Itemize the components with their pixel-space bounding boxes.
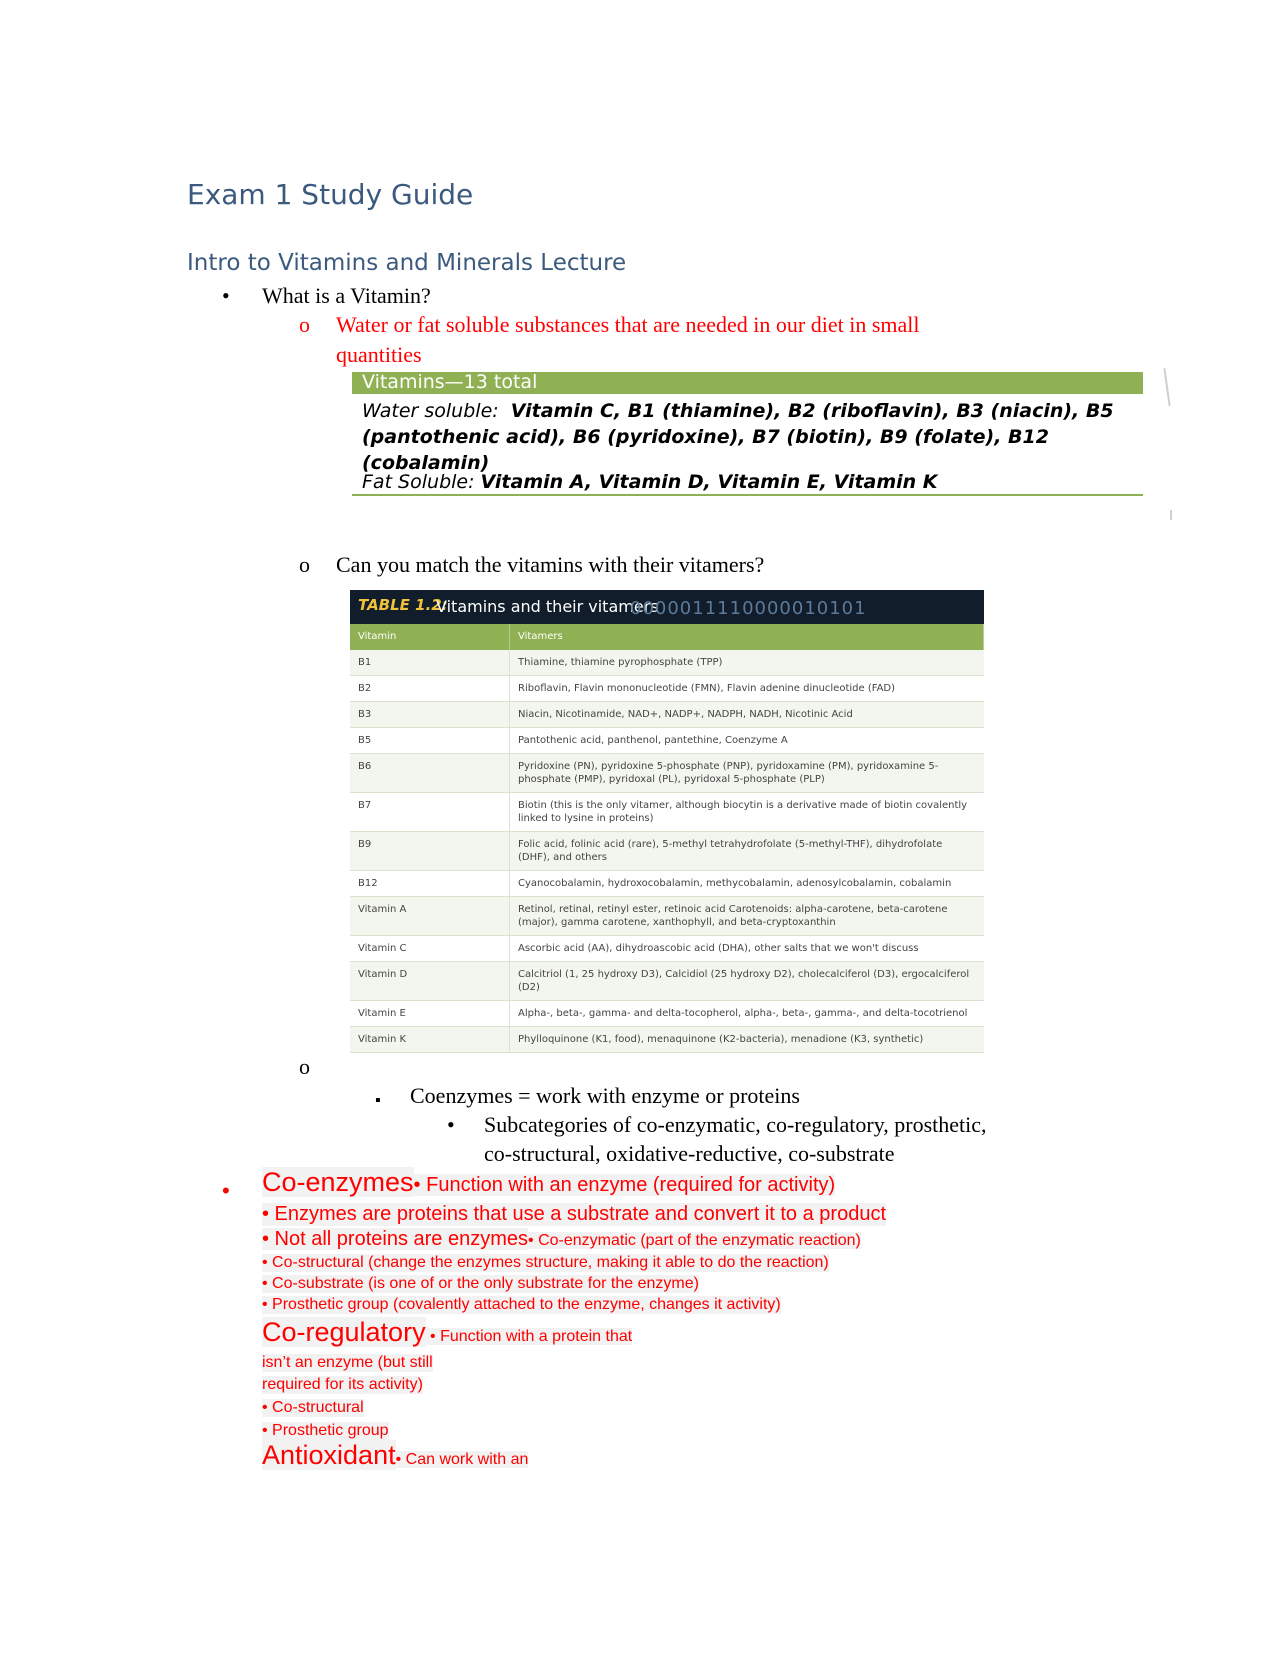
col-vitamin: Vitamin [350, 624, 510, 650]
vitamin-cell: B9 [350, 832, 510, 870]
vitamin-cell: B5 [350, 728, 510, 753]
vitamers-cell: Niacin, Nicotinamide, NAD+, NADP+, NADPH, NADH, Nicotinic Acid [518, 709, 853, 720]
coregulatory-note-2: isn’t an enzyme (but still [262, 1354, 433, 1371]
bullet-disc: • [447, 1112, 455, 1137]
coenzymes-note-3b: • Co-enzymatic (part of the enzymatic reaction) [528, 1232, 861, 1249]
coregulatory-note-1: • Function with a protein that [425, 1328, 633, 1345]
vitamin-cell: Vitamin K [350, 1027, 510, 1052]
coenzymes-note-5: • Co-substrate (is one of or the only substrate for the enzyme) [262, 1275, 699, 1292]
table-row [350, 1027, 984, 1053]
bullet-disc: • [222, 283, 230, 308]
table-row [350, 728, 984, 754]
subcategories-line-1: Subcategories of co-enzymatic, co-regulatory, prosthetic, [484, 1112, 987, 1137]
fat-soluble-label: Fat Soluble: [362, 471, 475, 493]
vitamers-cell: Thiamine, thiamine pyrophosphate (TPP) [518, 657, 723, 668]
fat-soluble-list: Vitamin A, Vitamin D, Vitamin E, Vitamin K [480, 471, 938, 493]
coregulatory-heading: Co-regulatory [262, 1317, 426, 1347]
page-title: Exam 1 Study Guide [187, 178, 474, 211]
table-row [350, 897, 984, 936]
vitamin-cell: B12 [350, 871, 510, 896]
table-row [350, 676, 984, 702]
table-row [350, 1001, 984, 1027]
table-row [350, 832, 984, 871]
coregulatory-notes-line [262, 1317, 632, 1348]
image-edge-mark [1170, 510, 1172, 520]
coregulatory-note-5: • Prosthetic group [262, 1422, 389, 1439]
table-decor-digits: 0000011110000010101 [630, 598, 867, 619]
antioxidant-notes-line [262, 1440, 528, 1471]
vitamin-cell: B3 [350, 702, 510, 727]
vitamers-cell: Pantothenic acid, panthenol, pantethine, Coenzyme A [518, 735, 788, 746]
vitamins-rule [352, 494, 1143, 496]
coenzymes-definition: Coenzymes = work with enzyme or proteins [410, 1083, 800, 1108]
vitamers-cell: Folic acid, folinic acid (rare), 5-methyl tetrahydrofolate (5-methyl-THF), dihydrofolate (DHF), and others [518, 839, 943, 863]
col-vitamers: Vitamers [510, 624, 984, 650]
table-row [350, 754, 984, 793]
table-row [350, 650, 984, 676]
section-heading: Intro to Vitamins and Minerals Lecture [187, 250, 627, 276]
table-header [350, 624, 984, 650]
vitamin-cell: Vitamin C [350, 936, 510, 961]
vitamers-cell: Pyridoxine (PN), pyridoxine 5-phosphate (PNP), pyridoxamine (PM), pyridoxamine 5-phosphate (PMP), pyridoxal (PL), pyridoxal 5-phosphate (PLP) [518, 761, 939, 785]
vitamin-cell: Vitamin D [350, 962, 510, 1000]
coenzymes-note-6: • Prosthetic group (covalently attached to the enzyme, changes it activity) [262, 1296, 781, 1313]
coregulatory-note-3: required for its activity) [262, 1376, 423, 1393]
table-row [350, 702, 984, 728]
antioxidant-heading: Antioxidant [262, 1440, 396, 1470]
bullet-circle: o [299, 1054, 310, 1079]
coenzymes-note-3: • Not all proteins are enzymes [262, 1228, 529, 1250]
vitamers-table-image [350, 590, 984, 1053]
answer-line-1: Water or fat soluble substances that are needed in our diet in small [336, 312, 920, 337]
bullet-disc: • [222, 1178, 230, 1203]
vitamers-cell: Ascorbic acid (AA), dihydroascobic acid (DHA), other salts that we won't discuss [518, 943, 919, 954]
bullet-circle: o [299, 312, 310, 337]
vitamin-cell: Vitamin A [350, 897, 510, 935]
water-soluble-list: Vitamin C, B1 (thiamine), B2 (riboflavin), B3 (niacin), B5 (pantothenic acid), B6 (pyridoxine), B7 (biotin), B9 (folate), B12 (cobalamin) [362, 400, 1114, 474]
water-soluble-text [362, 398, 1132, 476]
vitamers-cell: Alpha-, beta-, gamma- and delta-tocopherol, alpha-, beta-, gamma-, and delta-tocotrienol [518, 1008, 968, 1019]
vitamin-cell: B1 [350, 650, 510, 675]
coenzymes-note-2: • Enzymes are proteins that use a substrate and convert it to a product [262, 1203, 887, 1225]
fat-soluble-text [362, 471, 938, 493]
vitamins-band [352, 372, 1143, 394]
coenzymes-note-4: • Co-structural (change the enzymes structure, making it able to do the reaction) [262, 1254, 829, 1271]
vitamers-cell: Phylloquinone (K1, food), menaquinone (K2-bacteria), menadione (K3, synthetic) [518, 1034, 924, 1045]
vitamins-summary-image [352, 372, 1143, 496]
coenzymes-note-1: • Function with an enzyme (required for activity) [413, 1174, 836, 1196]
answer-line-2: quantities [336, 342, 422, 367]
vitamin-cell: Vitamin E [350, 1001, 510, 1026]
coenzymes-notes-line [262, 1228, 861, 1251]
table-row [350, 936, 984, 962]
vitamin-cell: B7 [350, 793, 510, 831]
subcategories-line-2: co-structural, oxidative-reductive, co-substrate [484, 1141, 895, 1166]
bullet-circle: o [299, 552, 310, 577]
water-soluble-label: Water soluble: [362, 400, 499, 422]
table-row [350, 871, 984, 897]
question-what-is-vitamin: What is a Vitamin? [262, 283, 431, 308]
vitamin-cell: B6 [350, 754, 510, 792]
table-row [350, 962, 984, 1001]
vitamers-cell: Biotin (this is the only vitamer, although biocytin is a derivative made of biotin covalently linked to lysine in proteins) [518, 800, 968, 824]
vitamins-band-label: Vitamins—13 total [362, 371, 538, 393]
bullet-square: ▪ [375, 1092, 381, 1109]
vitamers-cell: Retinol, retinal, retinyl ester, retinoic acid Carotenoids: alpha-carotene, beta-carotene (major), gamma carotene, xanthophyll, and beta-cryptoxanthin [518, 904, 948, 928]
table-title: Vitamins and their vitamers [436, 597, 659, 616]
table-tag: TABLE 1.2: [358, 596, 448, 614]
vitamin-cell: B2 [350, 676, 510, 701]
vitamers-cell: Cyanocobalamin, hydroxocobalamin, methycobalamin, adenosylcobalamin, cobalamin [518, 878, 952, 889]
table-title-bar [350, 590, 984, 624]
coenzymes-heading: Co-enzymes [262, 1167, 414, 1197]
coenzymes-notes-line [262, 1167, 835, 1198]
antioxidant-note-1: • Can work with an [395, 1451, 529, 1468]
table-row [350, 793, 984, 832]
vitamers-cell: Riboflavin, Flavin mononucleotide (FMN), Flavin adenine dinucleotide (FAD) [518, 683, 896, 694]
image-edge-mark [1163, 368, 1170, 406]
vitamers-cell: Calcitriol (1, 25 hydroxy D3), Calcidiol (25 hydroxy D2), cholecalciferol (D3), ergocalciferol (D2) [518, 969, 970, 993]
table-body [350, 650, 984, 1053]
coregulatory-note-4: • Co-structural [262, 1399, 364, 1416]
question-match-vitamers: Can you match the vitamins with their vitamers? [336, 552, 765, 577]
